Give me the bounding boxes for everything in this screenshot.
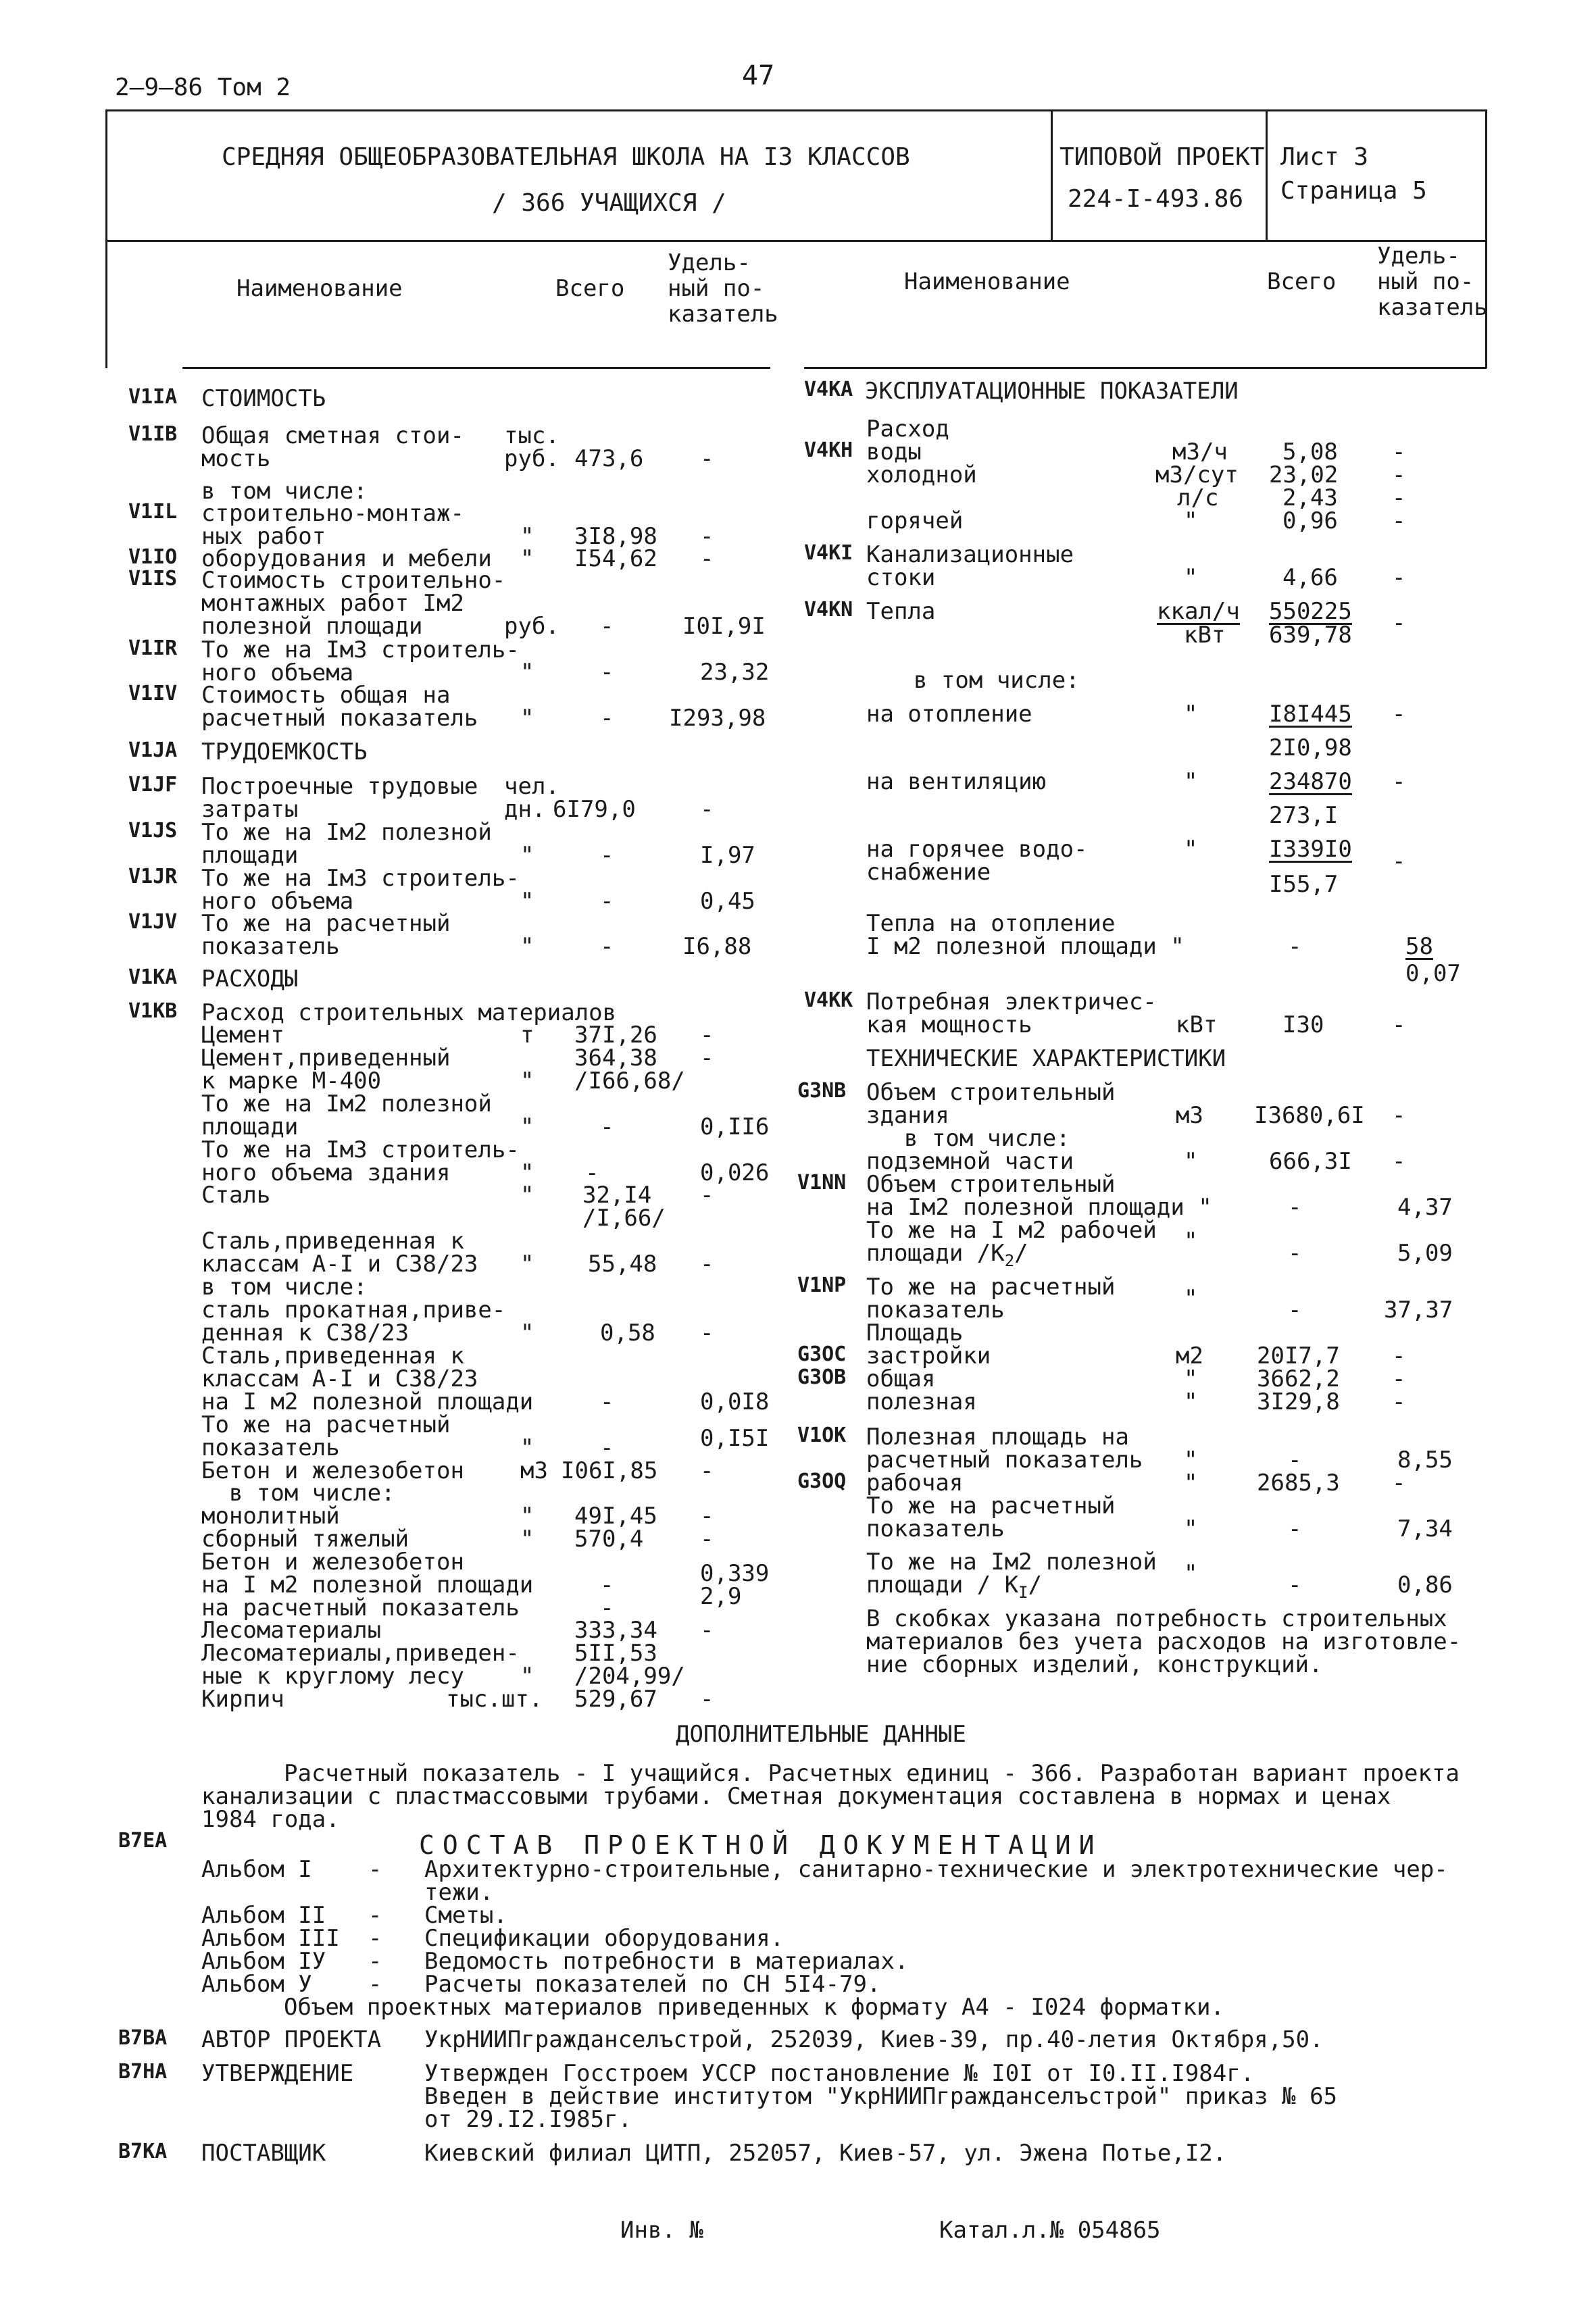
row-total: 2,43 <box>1282 484 1338 511</box>
row-total: - <box>1288 1515 1302 1542</box>
album-desc: Расчеты показателей по СН 5I4-79. <box>424 1971 881 1998</box>
header-right-border <box>1485 109 1487 242</box>
row-total: - <box>1288 1447 1302 1474</box>
row-unit: " <box>1184 1365 1198 1392</box>
row-code: G3OB <box>797 1365 847 1389</box>
row-code: V4KI <box>804 541 853 565</box>
row-spec: - <box>700 1617 714 1644</box>
row-unit: " <box>1184 836 1198 863</box>
album-dash: - <box>368 1925 382 1952</box>
row-label: Полезная площадь на расчетный показатель <box>866 1424 1143 1474</box>
row-unit: " <box>1184 1560 1198 1587</box>
col-header-specific-right: Удель- ный по- казатель <box>1377 243 1488 322</box>
row-unit: " <box>1184 507 1198 534</box>
row-label: Общая сметная стои- мость <box>201 422 464 472</box>
row-code: V1IO <box>128 545 178 569</box>
row-label: Потребная электричес- кая мощность <box>866 988 1157 1038</box>
row-total: - <box>600 888 614 915</box>
row-total: 473,6 <box>574 445 644 472</box>
row-spec: - <box>1392 848 1406 875</box>
row-total: - <box>1288 1194 1302 1221</box>
row-label: полезная <box>866 1388 977 1415</box>
row-total: I339I0 <box>1269 836 1352 863</box>
approve-value: Утвержден Госстроем УССР постановление № I0I от I0.II.I984г. Введен в действие институтом "УкрНИИПгражданселъстрой" приказ № 65 от 29.I2.I985г. <box>424 2060 1338 2133</box>
row-label: Сталь <box>201 1182 271 1209</box>
row-code: V1NN <box>797 1171 847 1194</box>
row-label: То же на Iм2 полезной площади / $К_I/$ <box>866 1549 1157 1602</box>
row-code: V1IL <box>128 500 178 524</box>
row-total: - <box>600 659 614 686</box>
row-spec: - <box>700 1251 714 1278</box>
row-spec: I0I,9I <box>682 613 766 640</box>
col-header-specific: Удель- ный по- казатель <box>668 249 778 328</box>
colhead-left-border <box>105 240 107 368</box>
row-label: Тепла <box>866 598 936 625</box>
row-label: То же на расчетный показатель <box>866 1274 1116 1324</box>
row-label: То же на Iм2 полезной площади <box>201 1090 492 1140</box>
row-total: I55,7 <box>1269 871 1339 898</box>
row-label: рабочая <box>866 1469 964 1496</box>
row-spec: - <box>1392 701 1406 728</box>
project-number: 224-I-493.86 <box>1068 185 1244 213</box>
row-total: - <box>1288 1297 1302 1324</box>
row-unit: " <box>1184 1469 1198 1496</box>
row-spec: 5,09 <box>1397 1240 1453 1267</box>
album-name: Альбом II <box>201 1902 326 1929</box>
row-label: Расход строительных материалов <box>201 999 617 1026</box>
header-divider-2 <box>1266 109 1268 242</box>
row-spec: 0,I5I <box>700 1425 770 1452</box>
row-label: То же на Iм3 строитель- ного объема здания <box>201 1136 520 1186</box>
page-number: 47 <box>742 60 775 91</box>
row-total: - <box>600 842 614 869</box>
supplier-value: Киевский филиал ЦИТП, 252057, Киев-57, ул. Эжена Потье,I2. <box>424 2140 1227 2167</box>
row-total: 666,3I <box>1269 1148 1352 1175</box>
row-total: 49I,45 570,4 <box>574 1503 657 1553</box>
row-unit: м3 <box>1176 1102 1203 1129</box>
row-spec: - <box>700 1457 714 1484</box>
album-name: Альбом I <box>201 1856 312 1883</box>
section-title: ТЕХНИЧЕСКИЕ ХАРАКТЕРИСТИКИ <box>866 1045 1226 1072</box>
row-spec: - <box>1392 1148 1406 1175</box>
row-label: общая <box>866 1365 936 1392</box>
row-label: в том числе: <box>904 1125 1070 1152</box>
row-unit: " <box>520 545 534 572</box>
section-title: РАСХОДЫ <box>201 965 299 992</box>
page-label: Страница 5 <box>1280 177 1427 205</box>
row-code: V1KA <box>128 965 178 989</box>
row-unit: " <box>520 1067 534 1095</box>
row-unit: " <box>1184 768 1198 795</box>
row-spec: - <box>1392 1388 1406 1415</box>
row-unit: м3/сут <box>1155 461 1239 488</box>
colhead-underline-left <box>182 367 770 369</box>
row-unit: " <box>1184 1388 1198 1415</box>
row-spec: - <box>1392 564 1406 591</box>
row-spec: - <box>1392 1342 1406 1369</box>
album-name: Альбом У <box>201 1971 312 1998</box>
row-label: Объем строительный на Iм2 полезной площади " <box>866 1171 1212 1221</box>
project-type-label: ТИПОВОЙ ПРОЕКТ <box>1059 143 1265 171</box>
row-total: - - <box>600 1571 614 1621</box>
author-value: УкрНИИПгражданселъстрой, 252039, Киев-39, пр.40-летия Октября,50. <box>424 2026 1324 2053</box>
row-label: Площадь <box>866 1319 964 1347</box>
row-spec: 4,37 <box>1397 1194 1453 1221</box>
row-unit: " <box>520 1319 534 1347</box>
row-code: V1OK <box>797 1424 847 1447</box>
row-label: оборудования и мебели <box>201 545 492 572</box>
row-total: 364,38 /I66,68/ <box>574 1045 685 1095</box>
row-total: 234870 <box>1269 768 1352 795</box>
row-code: V1JF <box>128 773 178 797</box>
row-unit: " <box>1184 1285 1198 1312</box>
album-desc: Спецификации оборудования. <box>424 1925 784 1952</box>
row-total: - <box>600 613 614 640</box>
section-title: ДОПОЛНИТЕЛЬНЫЕ ДАННЫЕ <box>676 1721 966 1748</box>
row-spec: - - <box>700 1503 714 1553</box>
row-total: - <box>600 1434 614 1461</box>
row-label: застройки <box>866 1342 991 1369</box>
row-code: V1IR <box>128 636 178 660</box>
header-subtitle: / 366 УЧАЩИХСЯ / <box>492 189 726 217</box>
row-label: Построечные трудовые затраты <box>201 773 478 823</box>
row-total: 2I0,98 <box>1269 734 1352 761</box>
col-header-name-right: Наименование <box>904 268 1070 295</box>
row-code: B7KA <box>118 2140 168 2163</box>
row-unit: чел. дн. <box>504 773 559 823</box>
row-code: B7EA <box>118 1829 168 1853</box>
row-total: 550225 <box>1269 598 1352 625</box>
row-total: - <box>600 933 614 960</box>
catalog-number: Катал.л.№ 054865 <box>939 2217 1161 2244</box>
album-dash: - <box>368 1902 382 1929</box>
top-left-ref: 2–9–86 Том 2 <box>115 74 291 101</box>
row-total: - <box>585 1159 599 1186</box>
row-code: V4KH <box>804 438 853 462</box>
row-total: 32,I4 /I,66/ <box>582 1182 666 1232</box>
row-total: 639,78 <box>1269 622 1352 649</box>
row-total: 3662,2 <box>1257 1365 1340 1392</box>
row-unit: тыс. руб. <box>504 422 559 472</box>
row-label: подземной части <box>866 1148 1074 1175</box>
row-total: 529,67 <box>574 1686 657 1713</box>
row-code: V4KK <box>804 988 853 1012</box>
row-spec: - <box>700 545 714 572</box>
row-label: Стоимость строительно- монтажных работ Iм2 полезной площади <box>201 567 506 640</box>
row-unit: тыс.шт. <box>446 1686 543 1713</box>
author-label: АВТОР ПРОЕКТА <box>201 2026 382 2053</box>
row-total: I54,62 <box>574 545 657 572</box>
row-total: - <box>600 1388 614 1415</box>
row-unit: т <box>520 1022 534 1049</box>
row-unit: " <box>1184 1447 1198 1474</box>
row-unit: " <box>520 1434 534 1461</box>
row-code: V4KA <box>804 378 853 401</box>
row-spec: - <box>700 1022 714 1049</box>
row-total: 3I8,98 <box>574 523 657 550</box>
row-spec: - <box>1392 768 1406 795</box>
row-code: V1KB <box>128 999 178 1023</box>
row-label: То же на расчетный показатель <box>201 1411 451 1461</box>
row-label: То же на Iм2 полезной площади <box>201 819 492 869</box>
row-total: 5,08 <box>1282 438 1338 466</box>
row-label: Лесоматериалы <box>201 1617 382 1644</box>
row-code: V4KN <box>804 598 853 622</box>
row-spec: - <box>1392 1102 1406 1129</box>
row-label: Бетон и железобетон на I м2 полезной площади на расчетный показатель <box>201 1549 534 1621</box>
row-unit: " " <box>520 1503 534 1553</box>
row-total: 333,34 <box>574 1617 657 1644</box>
section-title: ЭКСПЛУАТАЦИОННЫЕ ПОКАЗАТЕЛИ <box>865 378 1239 405</box>
album-desc: Ведомость потребности в материалах. <box>424 1948 909 1975</box>
section-title: СОСТАВ ПРОЕКТНОЙ ДОКУМЕНТАЦИИ <box>419 1830 1103 1860</box>
row-label: Тепла на отопление I м2 полезной площади " <box>866 910 1184 960</box>
row-spec: 23,32 <box>700 659 770 686</box>
row-label: Стоимость общая на расчетный показатель <box>201 682 478 732</box>
row-label: в том числе: сталь прокатная,приве- денная к С38/23 <box>201 1274 506 1347</box>
row-total: 55,48 <box>588 1251 657 1278</box>
row-unit: м3/ч <box>1172 438 1228 466</box>
row-total: 3I29,8 <box>1257 1388 1340 1415</box>
row-total: I30 <box>1282 1011 1324 1038</box>
row-total: I3680,6I <box>1254 1102 1365 1129</box>
row-code: V1JR <box>128 865 178 888</box>
row-spec: - <box>1392 1011 1406 1038</box>
row-label: Цемент,приведенный к марке М-400 <box>201 1045 451 1095</box>
album-desc: тежи. <box>424 1879 494 1906</box>
paragraph: Расчетный показатель - I учащийся. Расчетных единиц - 366. Разработан вариант проекта <box>284 1760 1460 1787</box>
row-label: Сталь,приведенная к классам А-I и С38/23 <box>201 1228 478 1278</box>
footnote: В скобках указана потребность строительных материалов без учета расходов на изготовле- ние сборных изделий, конструкций. <box>866 1605 1462 1678</box>
album-dash: - <box>368 1856 382 1883</box>
row-spec: - <box>700 1045 714 1072</box>
approve-label: УТВЕРЖДЕНИЕ <box>201 2060 354 2087</box>
row-total: - <box>1288 1240 1302 1267</box>
row-spec: 0,II6 <box>700 1113 770 1140</box>
paragraph: 1984 года. <box>201 1806 340 1833</box>
row-total: 2685,3 <box>1257 1469 1340 1496</box>
row-unit: " <box>520 933 534 960</box>
row-unit: " <box>520 1663 534 1690</box>
col-header-name: Наименование <box>236 275 403 302</box>
row-total: 6I79,0 <box>553 796 636 823</box>
row-code: V1NP <box>797 1274 847 1297</box>
row-unit: м2 <box>1176 1342 1203 1369</box>
row-spec: - <box>1392 609 1406 636</box>
row-label: То же на расчетный показатель <box>866 1492 1116 1542</box>
row-total: 37I,26 <box>574 1022 657 1049</box>
row-code: V1JS <box>128 819 178 842</box>
col-header-total-right: Всего <box>1267 268 1337 295</box>
row-unit: " <box>520 659 534 686</box>
row-unit: " <box>520 523 534 550</box>
volume-note: Объем проектных материалов приведенных к формату А4 - I024 форматки. <box>284 1994 1224 2021</box>
row-label: воды <box>866 438 922 466</box>
row-spec: I293,98 <box>669 705 766 732</box>
row-label: То же на расчетный показатель <box>201 910 451 960</box>
row-label: холодной <box>866 461 977 488</box>
row-total: - <box>1288 933 1302 960</box>
row-spec: 0,07 <box>1405 960 1461 987</box>
row-total: I8I445 <box>1269 701 1352 728</box>
row-code: G3NB <box>797 1079 847 1103</box>
row-code: V1JV <box>128 910 178 934</box>
row-total: 20I7,7 <box>1257 1342 1340 1369</box>
sheet-label: Лист 3 <box>1280 143 1369 171</box>
row-spec: 37,37 <box>1384 1297 1453 1324</box>
row-code: V1IB <box>128 422 178 446</box>
row-code: B7HA <box>118 2060 168 2084</box>
row-spec: 58 <box>1405 933 1433 960</box>
row-label: Лесоматериалы,приведен- ные к круглому лесу <box>201 1640 520 1690</box>
row-unit: " <box>520 842 534 869</box>
row-spec: 0,339 2,9 <box>700 1560 770 1610</box>
album-name: Альбом IУ <box>201 1948 326 1975</box>
row-label: на горячее водо- снабжение <box>866 836 1088 886</box>
row-unit: " <box>520 705 534 732</box>
row-label: Расход <box>866 416 949 443</box>
row-unit: руб. <box>504 613 559 640</box>
album-desc: Сметы. <box>424 1902 507 1929</box>
col-header-total: Всего <box>555 275 625 302</box>
album-name: Альбом III <box>201 1925 340 1952</box>
row-label: Кирпич <box>201 1686 284 1713</box>
row-unit: " <box>1184 1515 1198 1542</box>
row-unit: кВт <box>1176 1011 1218 1038</box>
header-divider-1 <box>1051 109 1053 242</box>
row-spec: - <box>700 1319 714 1347</box>
album-desc: Архитектурно-строительные, санитарно-технические и электротехнические чер- <box>424 1856 1448 1883</box>
row-total: 273,I <box>1269 802 1339 829</box>
row-label: Канализационные стоки <box>866 541 1074 591</box>
row-spec: 0,86 <box>1397 1571 1453 1599</box>
row-unit: " <box>1184 1228 1198 1255</box>
row-label: То же на Iм3 строитель- ного объема <box>201 636 520 686</box>
row-unit: ккал/ч <box>1157 598 1240 625</box>
row-unit: л/с <box>1177 484 1219 511</box>
header-bottom-border <box>105 240 1487 242</box>
row-spec: - <box>700 796 714 823</box>
row-unit: " <box>520 1251 534 1278</box>
row-total: - <box>600 705 614 732</box>
row-total: - <box>1288 1571 1302 1599</box>
row-label: горячей <box>866 507 964 534</box>
row-spec: 0,45 <box>700 888 755 915</box>
colhead-underline-right <box>804 367 1487 369</box>
row-spec: - <box>700 1182 714 1209</box>
inventory-number: Инв. № <box>620 2217 703 2244</box>
row-total: 0,58 <box>600 1319 655 1347</box>
row-code: V1IV <box>128 682 178 705</box>
header-left-border <box>105 109 107 242</box>
row-label: в том числе: <box>201 478 368 505</box>
row-spec: - - - - <box>1392 438 1406 534</box>
row-unit: " <box>520 1182 534 1209</box>
row-code: V1IS <box>128 567 178 590</box>
row-total: 5II,53 /204,99/ <box>574 1640 685 1690</box>
section-title: ТРУДОЕМКОСТЬ <box>201 738 368 765</box>
row-label: Сталь,приведенная к классам А-I и С38/23 на I м2 полезной площади <box>201 1342 534 1415</box>
row-spec: I,97 <box>700 842 755 869</box>
row-unit: " <box>520 888 534 915</box>
row-label: Бетон и железобетон <box>201 1457 464 1484</box>
row-spec: - <box>700 523 714 550</box>
row-total: - <box>600 1113 614 1140</box>
row-spec: I6,88 <box>682 933 752 960</box>
row-spec: 0,0I8 <box>700 1388 770 1415</box>
header-top-border <box>105 109 1487 111</box>
row-label: Цемент <box>201 1022 284 1049</box>
row-spec: 0,026 <box>700 1159 770 1186</box>
row-spec: - <box>1392 1365 1406 1392</box>
row-unit: м3 <box>520 1457 548 1484</box>
row-code: V1IA <box>128 385 178 409</box>
row-label: Объем строительный здания <box>866 1079 1116 1129</box>
row-unit: " <box>1184 701 1198 728</box>
row-spec: - <box>700 445 714 472</box>
paragraph: канализации с пластмассовыми трубами. Сметная документация составлена в нормах и ценах <box>201 1783 1391 1810</box>
row-spec: - <box>700 1686 714 1713</box>
album-dash: - <box>368 1971 382 1998</box>
row-label: То же на I м2 рабочей площади $/К_2/$ <box>866 1217 1157 1270</box>
row-total: I06I,85 <box>561 1457 658 1484</box>
row-code: G3OC <box>797 1342 847 1366</box>
row-unit: " <box>1184 1148 1198 1175</box>
row-unit: кВт <box>1184 622 1226 649</box>
section-title: СТОИМОСТЬ <box>201 385 326 412</box>
row-unit: " <box>520 1113 534 1140</box>
row-code: V1JA <box>128 738 178 762</box>
row-spec: - <box>1392 1469 1406 1496</box>
row-spec: 7,34 <box>1397 1515 1453 1542</box>
row-label: в том числе: монолитный сборный тяжелый <box>201 1480 409 1553</box>
header-title: СРЕДНЯЯ ОБЩЕОБРАЗОВАТЕЛЬНАЯ ШКОЛА НА I3 КЛАССОВ <box>222 143 910 171</box>
row-total: 0,96 <box>1282 507 1338 534</box>
row-label: на вентиляцию <box>866 768 1047 795</box>
row-code: G3OQ <box>797 1469 847 1493</box>
row-label: То же на Iм3 строитель- ного объема <box>201 865 520 915</box>
row-total: 23,02 <box>1269 461 1339 488</box>
row-label: в том числе: <box>914 667 1080 694</box>
album-dash: - <box>368 1948 382 1975</box>
row-total: 4,66 <box>1282 564 1338 591</box>
supplier-label: ПОСТАВЩИК <box>201 2140 326 2167</box>
row-unit: " <box>520 1159 534 1186</box>
row-label: строительно-монтаж- ных работ <box>201 500 464 550</box>
row-code: B7BA <box>118 2026 168 2050</box>
row-unit: " <box>1184 564 1198 591</box>
row-label: на отопление <box>866 701 1032 728</box>
row-spec: 8,55 <box>1397 1447 1453 1474</box>
